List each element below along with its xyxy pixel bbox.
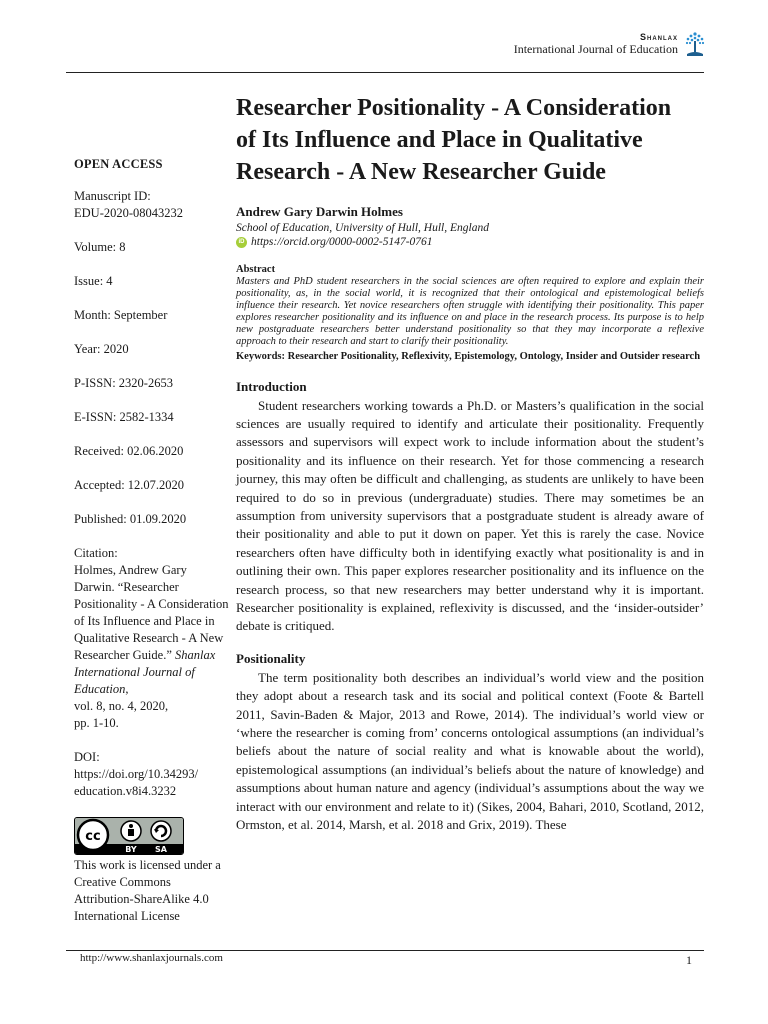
page-number: 1 — [686, 953, 692, 967]
citation-block — [74, 545, 230, 732]
manuscript-value: EDU-2020-08043232 — [74, 206, 184, 220]
citation-journal: Shanlax International Journal of Education — [74, 648, 216, 696]
citation-text: Holmes, Andrew Gary Darwin. “Researcher Positionality - A Consideration of Its Influence and Place in Qualitative Research - A New Researcher Guide.” — [74, 563, 229, 662]
citation-pages: pp. 1-10. — [74, 716, 119, 730]
author-affiliation: School of Education, University of Hull, Hull, England — [236, 222, 489, 234]
positionality-heading: Positionality — [236, 650, 306, 666]
doi-block — [74, 749, 230, 800]
orcid-link[interactable]: https://orcid.org/0000-0002-5147-0761 — [251, 236, 433, 248]
citation-volume: vol. 8, no. 4, 2020, — [74, 699, 169, 713]
e-issn: E-ISSN: 2582-1334 — [74, 410, 174, 424]
introduction-heading: Introduction — [236, 378, 307, 394]
cc-sa-text: SA — [155, 845, 167, 854]
creative-commons-icon — [75, 818, 183, 854]
abstract-heading: Abstract — [236, 264, 276, 275]
doi-label: DOI: — [74, 750, 100, 764]
month: Month: September — [74, 308, 168, 322]
svg-text:cc: cc — [85, 829, 101, 844]
received-date: Received: 02.06.2020 — [74, 444, 184, 458]
article-main — [236, 92, 704, 835]
publisher-name: Shanlax — [639, 31, 678, 42]
cc-by-sa-badge[interactable] — [74, 817, 184, 855]
volume: Volume: 8 — [74, 240, 126, 254]
abstract-text: Masters and PhD student researchers in the social sciences are often required to explore and explain their positionality, as, in the social world, it is recognized that their ontological and epistemological beliefs influence their research. Yet novice researchers often struggle with identifying their positionality. This paper explores researcher positionality and its influence on and place in the research process. Its purpose is to help new postgraduate researchers better understand positionality so that they may incorporate a reflexive approach to their research and start to clarify their positionality. — [236, 276, 704, 348]
article-title: Researcher Positionality - A Consideration of Its Influence and Place in Qualitative Research - A New Researcher Guide — [236, 95, 672, 185]
orcid-row — [236, 236, 704, 248]
citation-label: Citation: — [74, 546, 118, 560]
keywords: Keywords: Researcher Positionality, Reflexivity, Epistemology, Ontology, Insider and Outsider research — [236, 350, 701, 362]
brand-text — [514, 32, 678, 57]
header-divider — [66, 72, 704, 73]
positionality-paragraph: The term positionality both describes an individual’s world view and the position they adopt about a research task and its social and political context (Foote & Bartell 2011, Savin-Baden & Major, 2013 and Rowe, 2014). The individual’s world view or ‘where the researcher is coming from’ concerns ontological assumptions (an individual’s beliefs about the nature of social reality and what is knowable about the world), epistemological assumptions (an individual’s beliefs about the nature of knowledge) and assumptions about human nature and agency (individual’s assumptions about the way we interact with our environment and relate to it) (Sikes, 2004, Bahari, 2010, Scotland, 2012, Ormston, et al. 2014, Marsh, et al. 2018 and Grix, 2019). These — [236, 669, 704, 833]
doi-link-2[interactable]: education.v8i4.3232 — [74, 784, 177, 798]
issue: Issue: 4 — [74, 274, 113, 288]
journal-name: International Journal of Education — [513, 41, 678, 56]
author-name: Andrew Gary Darwin Holmes — [236, 204, 403, 219]
accepted-date: Accepted: 12.07.2020 — [74, 478, 185, 492]
article-info-sidebar — [74, 156, 230, 925]
tree-logo-icon — [684, 30, 706, 58]
published-date: Published: 01.09.2020 — [74, 512, 187, 526]
introduction-paragraph: Student researchers working towards a Ph.D. or Masters’s qualification in the social sciences are usually required to identify and articulate their positionality. Frequently assessors and supervisors will expect work to include information about the student’s positionality and its influence on their research. Yet for those commencing a research journey, this may often be difficult and challenging, as students are unlikely to have been required to do so in previous (undergraduate) studies. There may sometimes be an assumption from university supervisors that a postgraduate student is already aware of their positionality and able to put it down on paper. Yet this is rarely the case. Novice researchers often have difficulty both in identifying exactly what positionality is and in outlining their own. This paper explores researcher positionality and its influence on the research process, so that new researchers may better understand why it is important. Researcher positionality is explained, reflexivity is discussed, and the ‘insider-outsider’ debate is critiqued. — [236, 397, 704, 634]
open-access-label: OPEN ACCESS — [74, 157, 163, 171]
manuscript-label: Manuscript ID: — [74, 189, 151, 203]
year: Year: 2020 — [74, 342, 129, 356]
orcid-icon: iD — [236, 237, 247, 248]
footer-website-link[interactable]: http://www.shanlaxjournals.com — [80, 952, 223, 964]
journal-header — [514, 30, 706, 58]
doi-link-1[interactable]: https://doi.org/10.34293/ — [74, 767, 199, 781]
citation-comma: , — [125, 682, 129, 696]
license-text: This work is licensed under a Creative Commons Attribution-ShareAlike 4.0 International License — [74, 858, 221, 923]
p-issn: P-ISSN: 2320-2653 — [74, 376, 173, 390]
cc-by-text: BY — [125, 845, 137, 854]
brand-row — [514, 30, 706, 58]
footer-divider — [66, 950, 704, 951]
manuscript-id — [74, 188, 230, 222]
